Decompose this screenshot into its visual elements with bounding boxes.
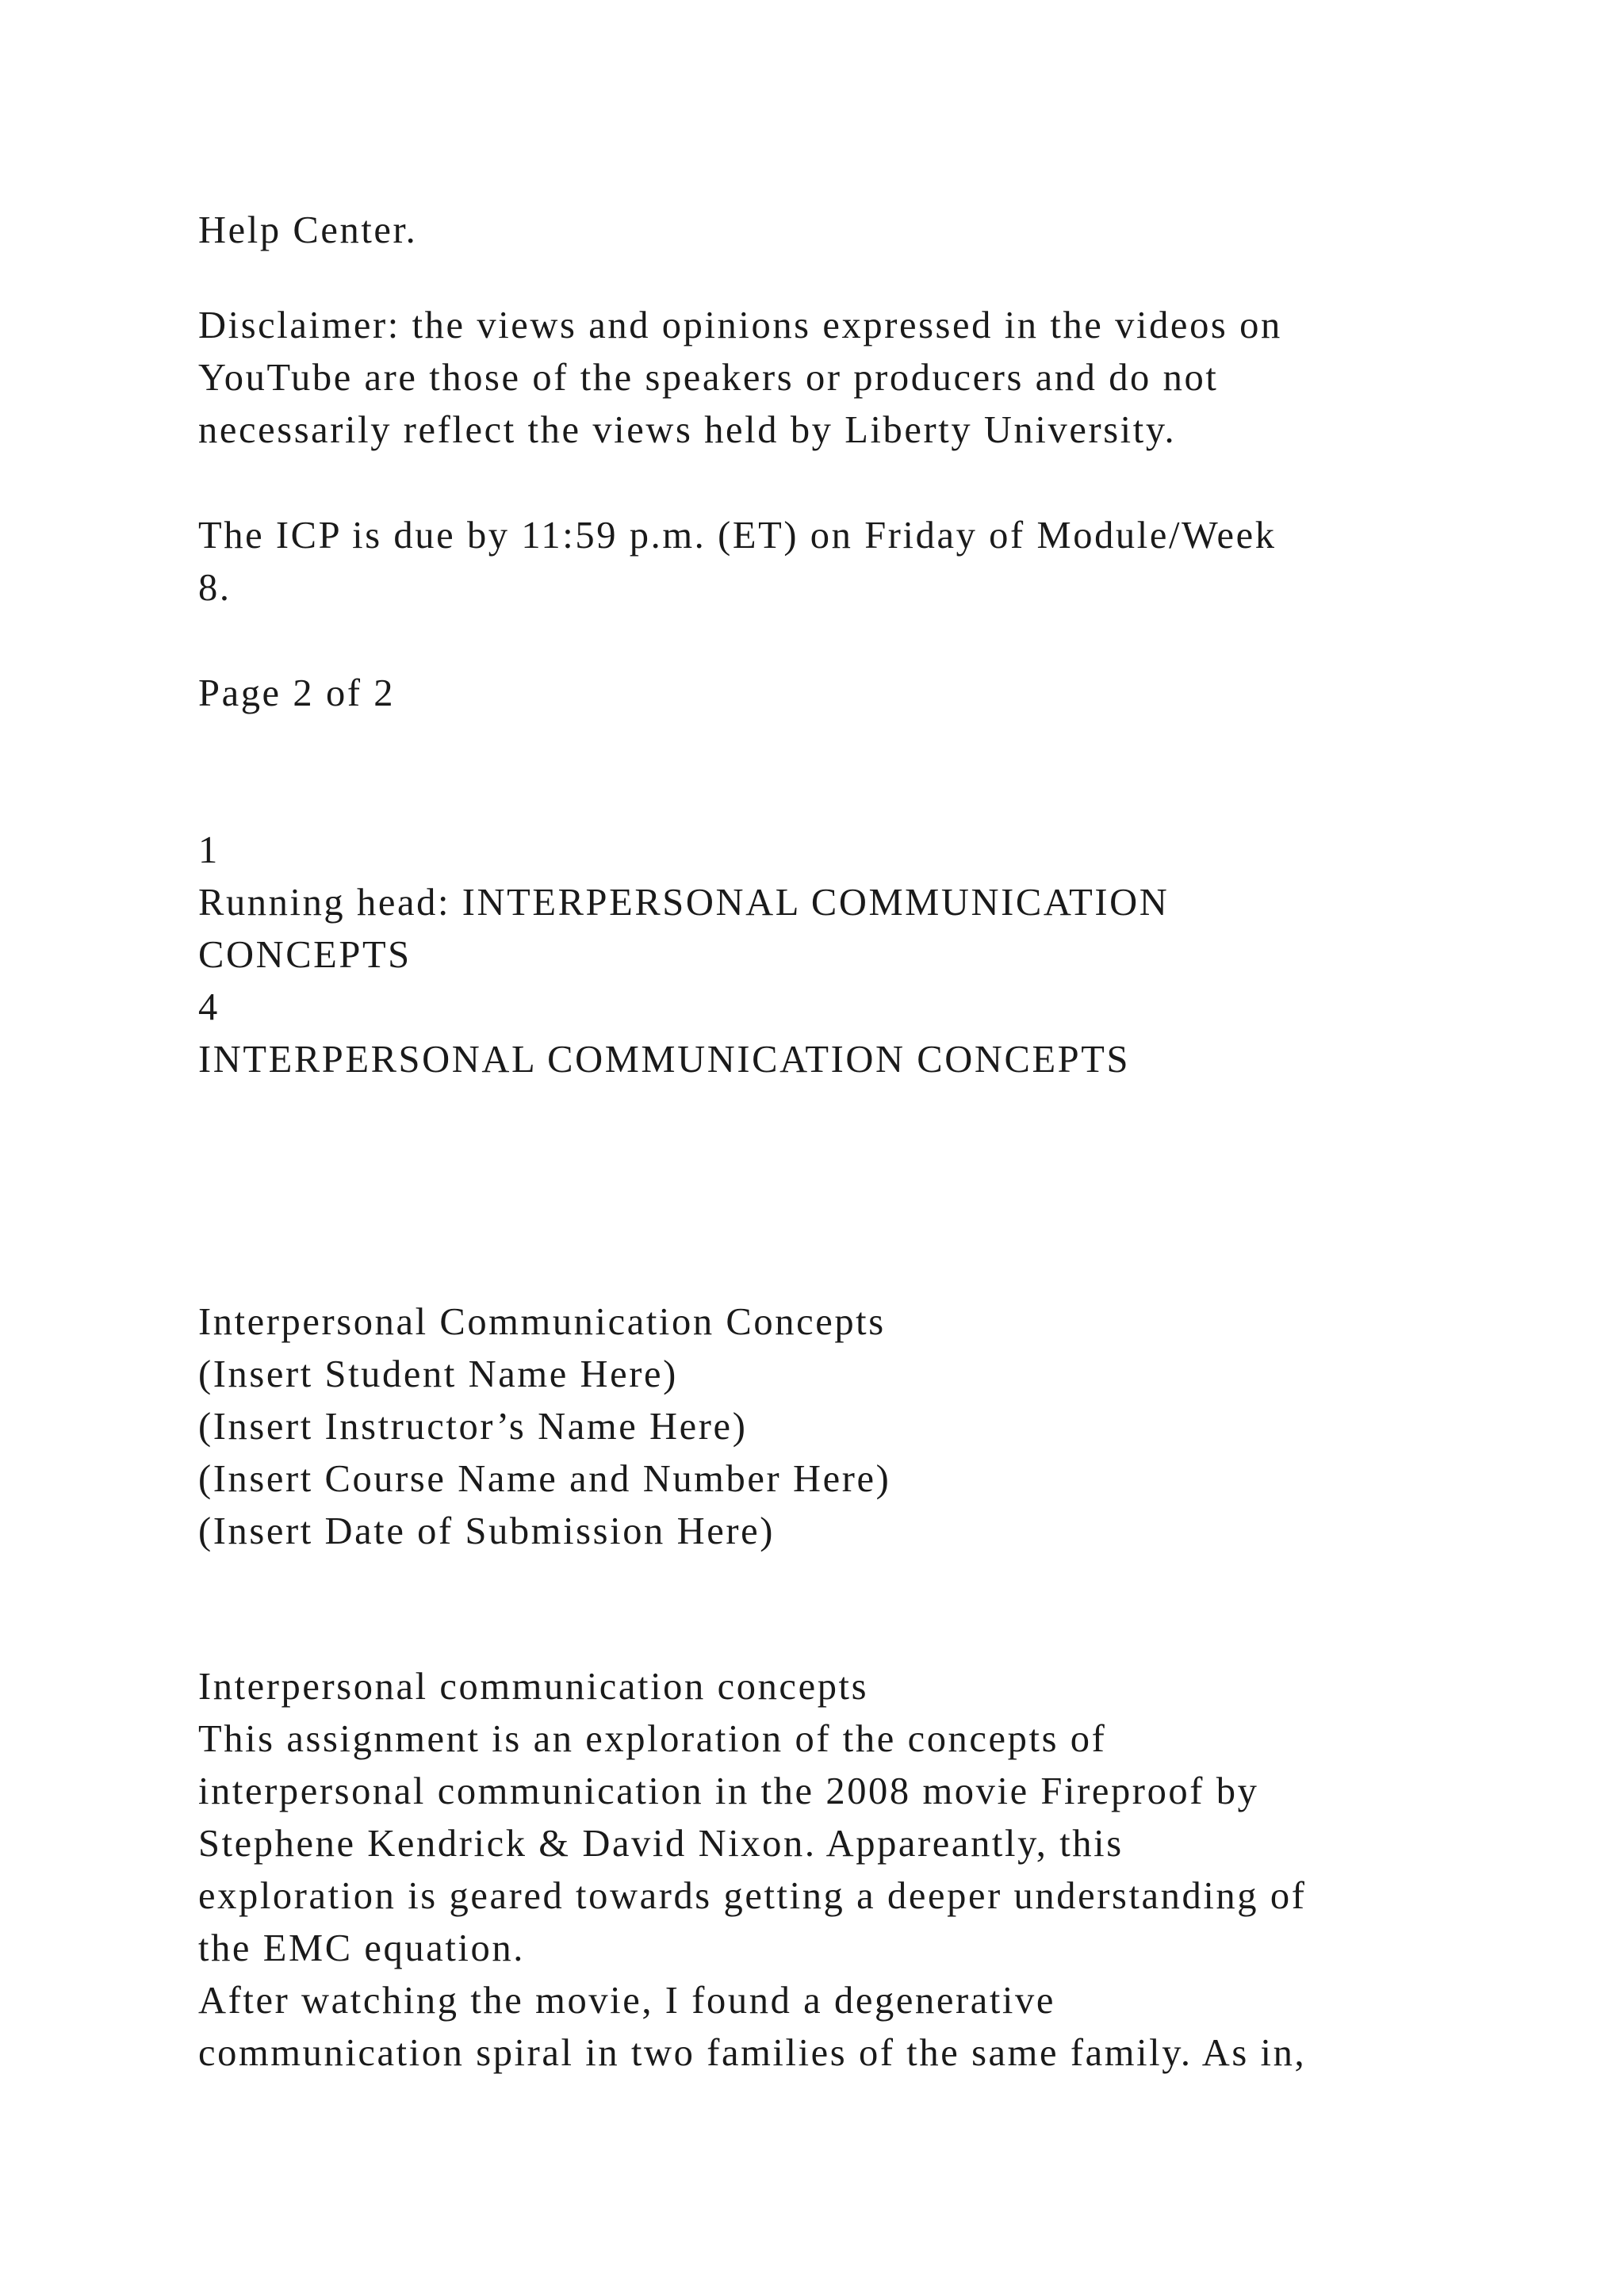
text-line: interpersonal communication in the 2008 movie Fireproof by: [198, 1770, 1259, 1812]
text-line: 8.: [198, 567, 232, 609]
due-date-paragraph: [198, 510, 1467, 614]
text-line: This assignment is an exploration of the concepts of: [198, 1718, 1107, 1760]
page-indicator: [198, 668, 1467, 720]
course-name-placeholder: (Insert Course Name and Number Here): [198, 1458, 891, 1500]
text-line: YouTube are those of the speakers or producers and do not: [198, 357, 1219, 399]
page-number: 4: [198, 986, 220, 1028]
disclaimer-paragraph: [198, 300, 1467, 457]
text-line: Page 2 of 2: [198, 672, 396, 714]
text-line: Stephene Kendrick & David Nixon. Appareantly, this: [198, 1823, 1124, 1865]
text-line: After watching the movie, I found a degenerative: [198, 1980, 1055, 2022]
text-line: necessarily reflect the views held by Liberty University.: [198, 409, 1177, 451]
running-head: Running head: INTERPERSONAL COMMUNICATION: [198, 882, 1170, 924]
page-header: INTERPERSONAL COMMUNICATION CONCEPTS: [198, 1039, 1131, 1081]
text-line: Disclaimer: the views and opinions expressed in the videos on: [198, 304, 1282, 346]
help-center-line: [198, 205, 1467, 257]
paper-title: Interpersonal Communication Concepts: [198, 1301, 886, 1343]
running-head-continued: CONCEPTS: [198, 934, 412, 976]
text-line: The ICP is due by 11:59 p.m. (ET) on Friday of Module/Week: [198, 515, 1277, 557]
submission-date-placeholder: (Insert Date of Submission Here): [198, 1510, 776, 1552]
text-line: communication spiral in two families of the same family. As in,: [198, 2032, 1307, 2074]
text-line: Help Center.: [198, 209, 418, 251]
section-heading: Interpersonal communication concepts: [198, 1666, 869, 1708]
page-number: 1: [198, 829, 220, 871]
student-name-placeholder: (Insert Student Name Here): [198, 1353, 678, 1395]
running-head-block: [198, 825, 1467, 1086]
body-paragraph: [198, 1661, 1467, 2080]
title-page-block: [198, 1296, 1467, 1558]
text-line: exploration is geared towards getting a deeper understanding of: [198, 1875, 1307, 1917]
instructor-name-placeholder: (Insert Instructor’s Name Here): [198, 1406, 748, 1448]
text-line: the EMC equation.: [198, 1927, 525, 1969]
